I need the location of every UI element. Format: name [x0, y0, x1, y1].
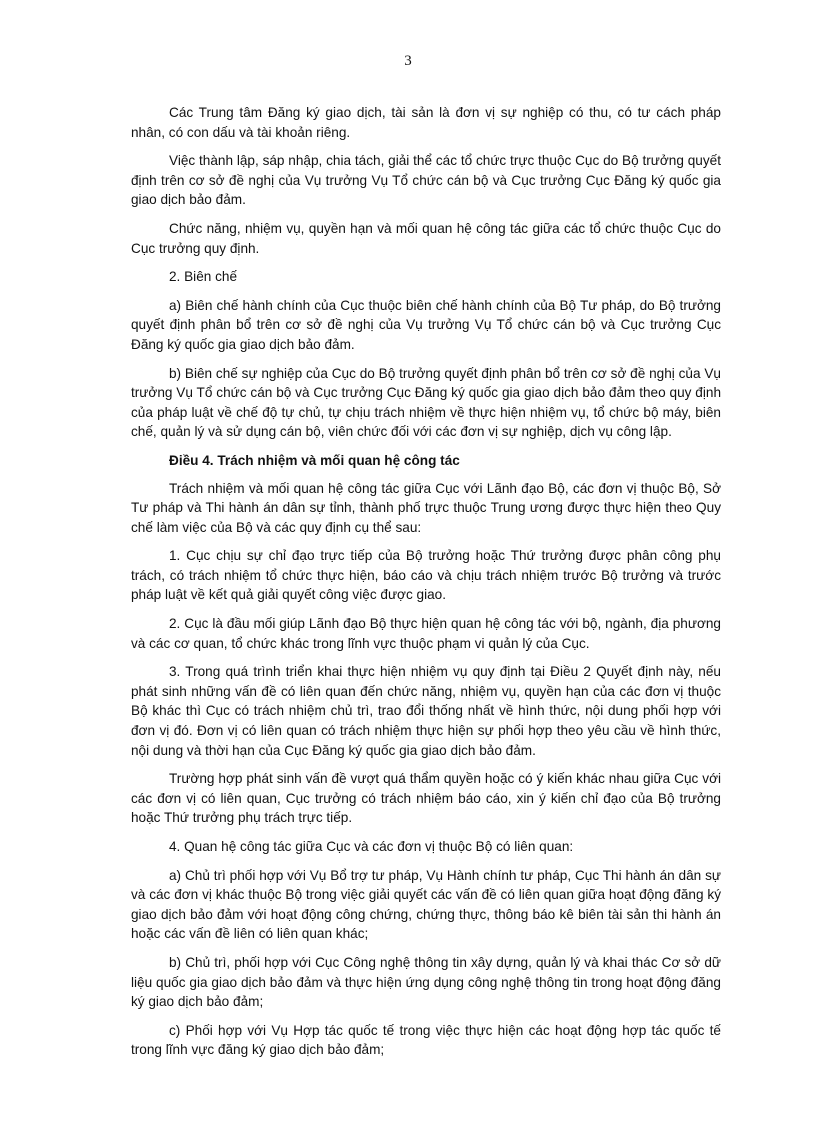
paragraph-staffing-b: b) Biên chế sự nghiệp của Cục do Bộ trưởng quyết định phân bổ trên cơ sở đề nghị của Vụ trưởng Vụ Tổ chức cán bộ và Cục trưởng Cục Đăng ký quốc gia giao dịch bảo đảm theo quy định của pháp luật về chế độ tự chủ, tự chịu trách nhiệm về thực hiện nhiệm vụ, tổ chức bộ máy, biên chế, quản lý và sử dụng cán bộ, viên chức đối với các đơn vị sự nghiệp, dịch vụ công lập. [131, 365, 721, 440]
document-body [131, 103, 721, 1069]
paragraph-responsibility-intro: Trách nhiệm và mối quan hệ công tác giữa Cục với Lãnh đạo Bộ, các đơn vị thuộc Bộ, Sở Tư pháp và Thi hành án dân sự tỉnh, thành phố trực thuộc Trung ương được thực hiện theo Quy chế làm việc của Bộ và các quy định cụ thể sau: [131, 480, 721, 535]
paragraph-establishment: Việc thành lập, sáp nhập, chia tách, giải thể các tổ chức trực thuộc Cục do Bộ trưởng quyết định trên cơ sở đề nghị của Vụ trưởng Vụ Tổ chức cán bộ và Cục trưởng Cục Đăng ký quốc gia giao dịch bảo đảm. [131, 153, 721, 208]
paragraph-staffing-a: a) Biên chế hành chính của Cục thuộc biên chế hành chính của Bộ Tư pháp, do Bộ trưởng quyết định phân bổ trên cơ sở đề nghị của Vụ trưởng Vụ Tổ chức cán bộ và Cục trưởng Cục Đăng ký quốc gia giao dịch bảo đảm. [131, 297, 721, 352]
paragraph-item-3: 3. Trong quá trình triển khai thực hiện nhiệm vụ quy định tại Điều 2 Quyết định này, nếu phát sinh những vấn đề có liên quan đến chức năng, nhiệm vụ, quyền hạn của các đơn vị thuộc Bộ khác thì Cục có trách nhiệm chủ trì, trao đổi thống nhất về hình thức, nội dung phối hợp với đơn vị đó. Đơn vị có liên quan có trách nhiệm thực hiện sự phối hợp theo yêu cầu về hình thức, nội dung và thời hạn của Cục Đăng ký quốc gia giao dịch bảo đảm. [131, 664, 721, 758]
paragraph-centers: Các Trung tâm Đăng ký giao dịch, tài sản là đơn vị sự nghiệp có thu, có tư cách pháp nhân, có con dấu và tài khoản riêng. [131, 105, 721, 140]
paragraph-item-4: 4. Quan hệ công tác giữa Cục và các đơn vị thuộc Bộ có liên quan: [169, 839, 574, 854]
article-4-heading: Điều 4. Trách nhiệm và mối quan hệ công tác [169, 452, 460, 468]
paragraph-item-4c: c) Phối hợp với Vụ Hợp tác quốc tế trong việc thực hiện các hoạt động hợp tác quốc tế trong lĩnh vực đăng ký giao dịch bảo đảm; [131, 1022, 721, 1058]
page-number: 3 [404, 53, 412, 69]
paragraph-item-4a: a) Chủ trì phối hợp với Vụ Bổ trợ tư pháp, Vụ Hành chính tư pháp, Cục Thi hành án dân sự và các đơn vị khác thuộc Bộ trong việc giải quyết các vấn đề có liên quan giữa hoạt động đăng ký giao dịch bảo đảm với hoạt động công chứng, chứng thực, thông báo kê biên tài sản thi hành án hoặc các vấn đề liên có liên quan khác; [131, 867, 721, 942]
paragraph-item-2: 2. Cục là đầu mối giúp Lãnh đạo Bộ thực hiện quan hệ công tác với bộ, ngành, địa phương và các cơ quan, tổ chức khác trong lĩnh vực thuộc phạm vi quản lý của Cục. [131, 616, 721, 651]
paragraph-item-4b: b) Chủ trì, phối hợp với Cục Công nghệ thông tin xây dựng, quản lý và khai thác Cơ sở dữ liệu quốc gia giao dịch bảo đảm và thực hiện ứng dụng công nghệ thông tin trong hoạt động đăng ký giao dịch bảo đảm; [131, 954, 721, 1010]
paragraph-item-1: 1. Cục chịu sự chỉ đạo trực tiếp của Bộ trưởng hoặc Thứ trưởng được phân công phụ trách, có trách nhiệm tổ chức thực hiện, báo cáo và chịu trách nhiệm trước Bộ trưởng và trước pháp luật về kết quả giải quyết công việc được giao. [131, 548, 721, 603]
paragraph-staffing-title: 2. Biên chế [169, 269, 238, 285]
paragraph-exceeding-authority: Trường hợp phát sinh vấn đề vượt quá thẩm quyền hoặc có ý kiến khác nhau giữa Cục với các đơn vị có liên quan, Cục trưởng có trách nhiệm báo cáo, xin ý kiến chỉ đạo của Bộ trưởng hoặc Thứ trưởng phụ trách trực tiếp. [131, 771, 721, 826]
paragraph-functions: Chức năng, nhiệm vụ, quyền hạn và mối quan hệ công tác giữa các tổ chức thuộc Cục do Cục trưởng quy định. [131, 220, 721, 256]
